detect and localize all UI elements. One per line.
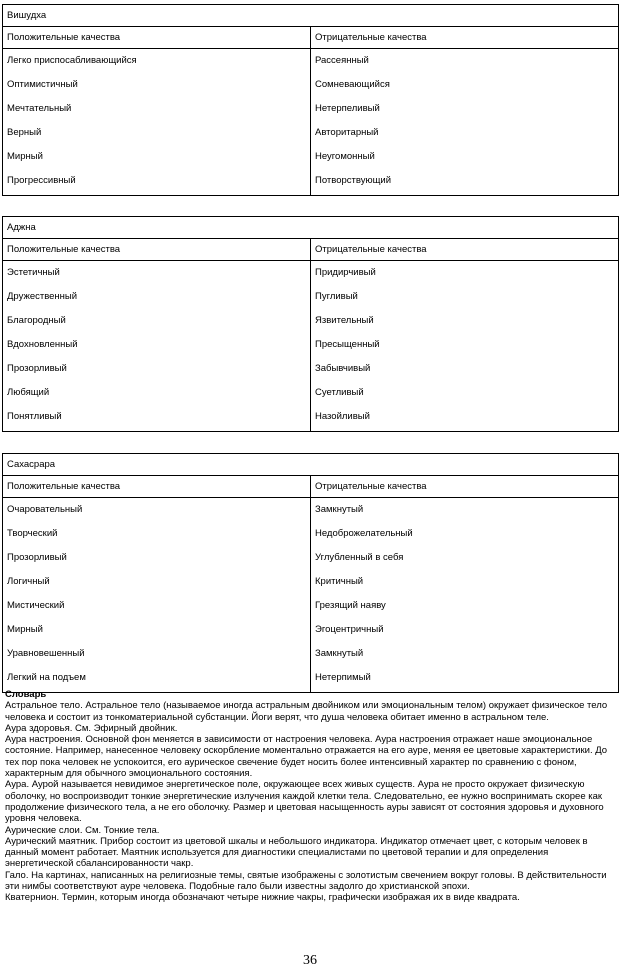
quality-item: Вдохновленный bbox=[7, 339, 78, 350]
table-ajna bbox=[2, 216, 619, 432]
glossary-entry: Аурические слои. См. Тонкие тела. bbox=[5, 824, 160, 836]
table-title: Сахасрара bbox=[3, 454, 619, 476]
glossary-heading: Словарь bbox=[5, 689, 47, 700]
quality-item: Недоброжелательный bbox=[315, 528, 413, 539]
quality-item: Понятливый bbox=[7, 411, 62, 422]
glossary-entry: Аура настроения. Основной фон меняется в зависимости от настроения человека. Аура настроения отражает наше эмоциональное состояние. Например, нанесенное человеку оскорбление моментально отражается на его ауре, меняя ее цветовые характеристики. До тех пор пока человек не успокоится, его аурическое свечение будет носить более интенсивный характер по сравнению с фоном, характерным для обычного эмоционального состояния. bbox=[5, 734, 608, 780]
quality-item: Творческий bbox=[7, 528, 58, 539]
quality-item: Прозорливый bbox=[7, 552, 67, 563]
page-number: 36 bbox=[303, 953, 317, 968]
quality-item: Верный bbox=[7, 127, 42, 138]
quality-item: Пресыщенный bbox=[315, 339, 380, 350]
quality-item: Потворствующий bbox=[315, 175, 392, 186]
quality-item: Любящий bbox=[7, 387, 50, 398]
negative-header: Отрицательные качества bbox=[311, 239, 619, 261]
quality-item: Легко приспосабливающийся bbox=[7, 55, 137, 66]
quality-item: Нетерпеливый bbox=[315, 103, 380, 114]
table-sahasrara bbox=[2, 453, 619, 693]
negative-column bbox=[311, 261, 619, 432]
quality-item: Грезящий наяву bbox=[315, 600, 386, 611]
quality-item: Благородный bbox=[7, 315, 66, 326]
quality-item: Замкнутый bbox=[315, 648, 364, 659]
positive-column bbox=[3, 261, 311, 432]
quality-item: Назойливый bbox=[315, 411, 370, 422]
quality-item: Авторитарный bbox=[315, 127, 379, 138]
quality-item: Эстетичный bbox=[7, 267, 60, 278]
quality-item: Мечтательный bbox=[7, 103, 72, 114]
quality-item: Углубленный в себя bbox=[315, 552, 404, 563]
quality-item: Критичный bbox=[315, 576, 364, 587]
quality-item: Легкий на подъем bbox=[7, 672, 86, 683]
glossary-entry: Кватернион. Термин, которым иногда обозначают четыре нижние чакры, графически изображая их в виде квадрата. bbox=[5, 892, 520, 904]
quality-item: Нетерпимый bbox=[315, 672, 371, 683]
quality-item: Сомневающийся bbox=[315, 79, 390, 90]
negative-header: Отрицательные качества bbox=[311, 27, 619, 49]
quality-item: Мирный bbox=[7, 624, 43, 635]
quality-item: Мистический bbox=[7, 600, 65, 611]
table-title: Аджна bbox=[3, 217, 619, 239]
quality-item: Придирчивый bbox=[315, 267, 376, 278]
quality-item: Прозорливый bbox=[7, 363, 67, 374]
glossary-entry: Астральное тело. Астральное тело (называемое иногда астральным двойником или эмоциональным телом) окружает физическое тело человека и состоит из тонкоматериальной субстанции. Йоги верят, что душа человека обитает именно в астральном теле. bbox=[5, 700, 608, 723]
positive-column bbox=[3, 498, 311, 693]
positive-header: Положительные качества bbox=[3, 476, 311, 498]
quality-item: Мирный bbox=[7, 151, 43, 162]
glossary-entry: Гало. На картинах, написанных на религиозные темы, святые изображены с золотистым свечением вокруг головы. В действительности эти нимбы соответствуют ауре человека. Подобные гало были известны задолго до христианской эпохи. bbox=[5, 869, 607, 893]
glossary-entry: Аурический маятник. Прибор состоит из цветовой шкалы и небольшого индикатора. Индикатор отмечает цвет, с которым человек в данный момент работает. Маятник используется для диагностики специалистами по цветовой терапии и для определения энергетической сбалансированности чакр. bbox=[5, 835, 588, 870]
quality-item: Замкнутый bbox=[315, 504, 364, 515]
quality-item: Эгоцентричный bbox=[315, 624, 384, 635]
negative-header: Отрицательные качества bbox=[311, 476, 619, 498]
quality-item: Логичный bbox=[7, 576, 50, 587]
table-title: Вишудха bbox=[3, 5, 619, 27]
positive-header: Положительные качества bbox=[3, 239, 311, 261]
quality-item: Пугливый bbox=[315, 291, 358, 302]
negative-column bbox=[311, 498, 619, 693]
table-vishuddha bbox=[2, 4, 619, 196]
quality-item: Уравновешенный bbox=[7, 648, 85, 659]
glossary-entry: Аура здоровья. См. Эфирный двойник. bbox=[5, 722, 178, 734]
quality-item: Прогрессивный bbox=[7, 175, 76, 186]
quality-item: Очаровательный bbox=[7, 504, 83, 515]
quality-item: Дружественный bbox=[7, 291, 78, 302]
quality-item: Неугомонный bbox=[315, 151, 375, 162]
quality-item: Оптимистичный bbox=[7, 79, 78, 90]
quality-item: Рассеянный bbox=[315, 55, 369, 66]
negative-column bbox=[311, 49, 619, 196]
quality-item: Суетливый bbox=[315, 387, 364, 398]
positive-header: Положительные качества bbox=[3, 27, 311, 49]
glossary-entry: Аура. Аурой называется невидимое энергетическое поле, окружающее всех живых существ. Аура не просто окружает физическую оболочку, но воспроизводит тонкие энергетические излучения каждой клетки тела. Следовательно, ее нужно воспринимать скорее как продолжение физического тела, а не его оболочку. Размер и цветовая насыщенность ауры зависят от состояния здоровья и духовного уровня человека. bbox=[5, 779, 604, 825]
quality-item: Забывчивый bbox=[315, 363, 371, 374]
glossary bbox=[5, 689, 613, 904]
positive-column bbox=[3, 49, 311, 196]
quality-item: Язвительный bbox=[315, 315, 374, 326]
